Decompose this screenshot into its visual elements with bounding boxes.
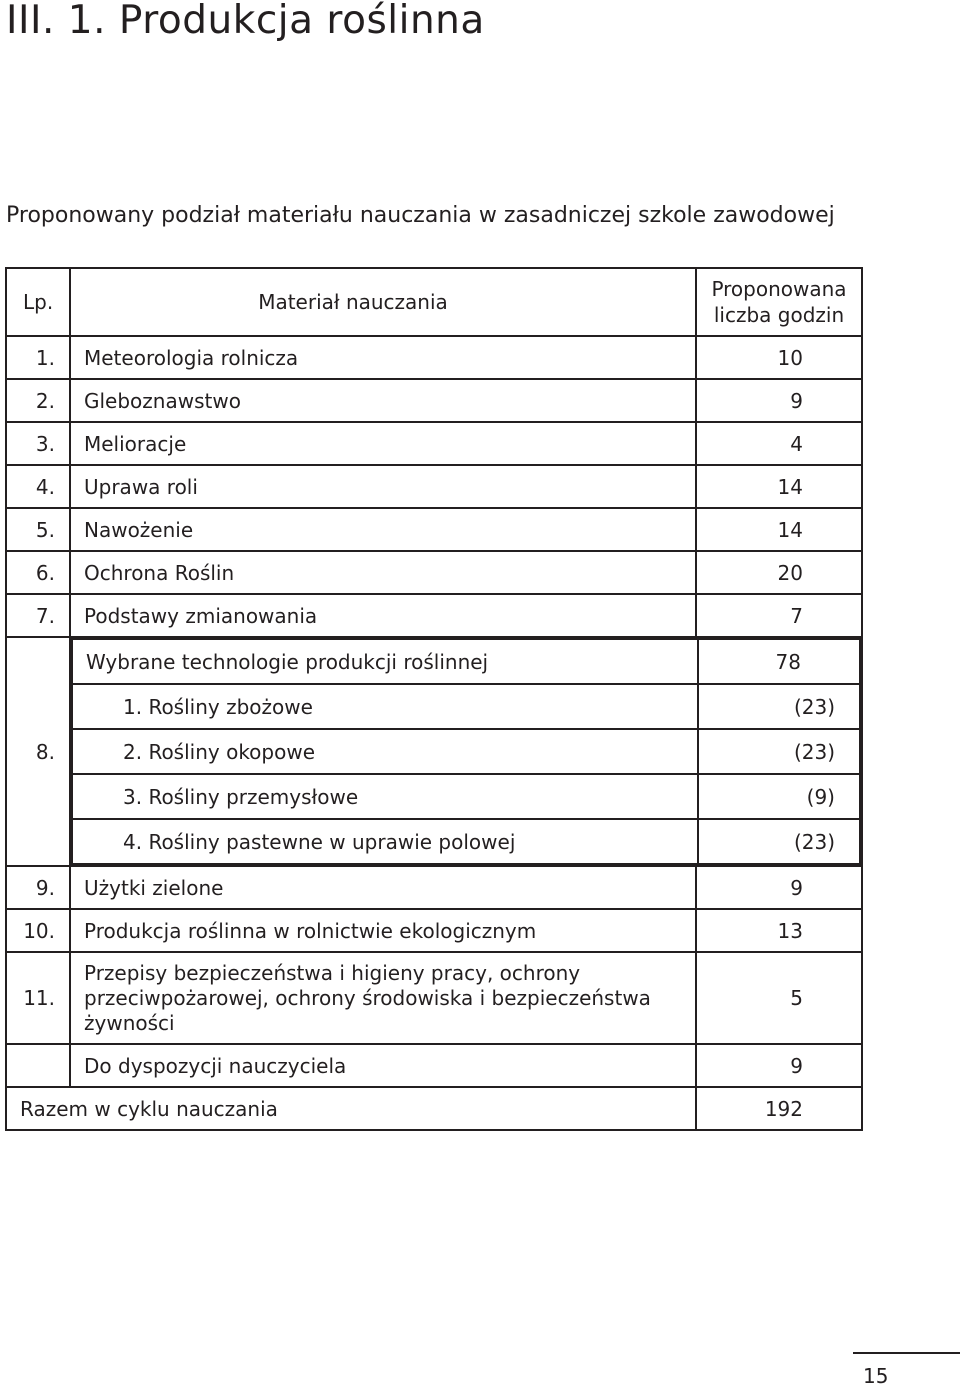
row-number: 7.	[6, 594, 70, 637]
row-number: 3.	[6, 422, 70, 465]
row-hours: 5	[696, 952, 862, 1044]
total-label: Razem w cyklu nauczania	[6, 1087, 696, 1130]
table-row-group	[6, 637, 862, 866]
list-item	[72, 684, 860, 729]
group-hours: 78	[698, 639, 860, 684]
row-hours: 10	[696, 336, 862, 379]
group-header-row	[72, 639, 860, 684]
column-header-hours: Proponowana liczba godzin	[696, 268, 862, 336]
page-number: 15	[863, 1364, 889, 1388]
table-row	[6, 594, 862, 637]
row-material: Gleboznawstwo	[70, 379, 696, 422]
list-item	[72, 774, 860, 819]
sub-item-hours: (23)	[698, 729, 860, 774]
row-material: Ochrona Roślin	[70, 551, 696, 594]
page-title: III. 1. Produkcja roślinna	[6, 0, 485, 43]
sub-item-hours: (23)	[698, 819, 860, 864]
sub-item-label: 2. Rośliny okopowe	[72, 729, 698, 774]
row-material: Uprawa roli	[70, 465, 696, 508]
curriculum-table	[5, 267, 863, 1131]
table-row	[6, 866, 862, 909]
row-number: 6.	[6, 551, 70, 594]
group-material: Wybrane technologie produkcji roślinnej	[72, 639, 698, 684]
row-hours: 9	[696, 866, 862, 909]
table-row	[6, 379, 862, 422]
row-hours: 20	[696, 551, 862, 594]
sub-item-label: 4. Rośliny pastewne w uprawie polowej	[72, 819, 698, 864]
row-hours: 4	[696, 422, 862, 465]
row-number: 1.	[6, 336, 70, 379]
table-row	[6, 465, 862, 508]
table-row	[6, 336, 862, 379]
row-material: Produkcja roślinna w rolnictwie ekologicznym	[70, 909, 696, 952]
list-item	[72, 819, 860, 864]
row-hours: 7	[696, 594, 862, 637]
group-cell	[70, 637, 862, 866]
row-material: Nawożenie	[70, 508, 696, 551]
list-item	[72, 729, 860, 774]
page-subtitle: Proponowany podział materiału nauczania w zasadniczej szkole zawodowej	[6, 203, 835, 228]
table-row-total	[6, 1087, 862, 1130]
row-number: 9.	[6, 866, 70, 909]
row-material: Przepisy bezpieczeństwa i higieny pracy, ochrony przeciwpożarowej, ochrony środowiska i bezpieczeństwa żywności	[70, 952, 696, 1044]
sub-item-label: 3. Rośliny przemysłowe	[72, 774, 698, 819]
table-row	[6, 508, 862, 551]
row-material: Do dyspozycji nauczyciela	[70, 1044, 696, 1087]
row-material: Melioracje	[70, 422, 696, 465]
sub-table	[71, 638, 861, 865]
table-row	[6, 909, 862, 952]
row-hours: 9	[696, 379, 862, 422]
row-hours: 14	[696, 508, 862, 551]
row-hours: 9	[696, 1044, 862, 1087]
table-row	[6, 551, 862, 594]
row-number-empty	[6, 1044, 70, 1087]
sub-item-hours: (9)	[698, 774, 860, 819]
page-number-rule	[853, 1352, 960, 1354]
row-number: 8.	[6, 637, 70, 866]
row-number: 5.	[6, 508, 70, 551]
row-material: Meteorologia rolnicza	[70, 336, 696, 379]
table-row-teacher	[6, 1044, 862, 1087]
row-number: 10.	[6, 909, 70, 952]
column-header-lp: Lp.	[6, 268, 70, 336]
total-hours: 192	[696, 1087, 862, 1130]
row-material: Użytki zielone	[70, 866, 696, 909]
table-header-row	[6, 268, 862, 336]
table-row	[6, 952, 862, 1044]
row-hours: 13	[696, 909, 862, 952]
table-row	[6, 422, 862, 465]
row-material: Podstawy zmianowania	[70, 594, 696, 637]
sub-item-label: 1. Rośliny zbożowe	[72, 684, 698, 729]
row-hours: 14	[696, 465, 862, 508]
row-number: 4.	[6, 465, 70, 508]
column-header-material: Materiał nauczania	[70, 268, 696, 336]
row-number: 2.	[6, 379, 70, 422]
sub-item-hours: (23)	[698, 684, 860, 729]
row-number: 11.	[6, 952, 70, 1044]
